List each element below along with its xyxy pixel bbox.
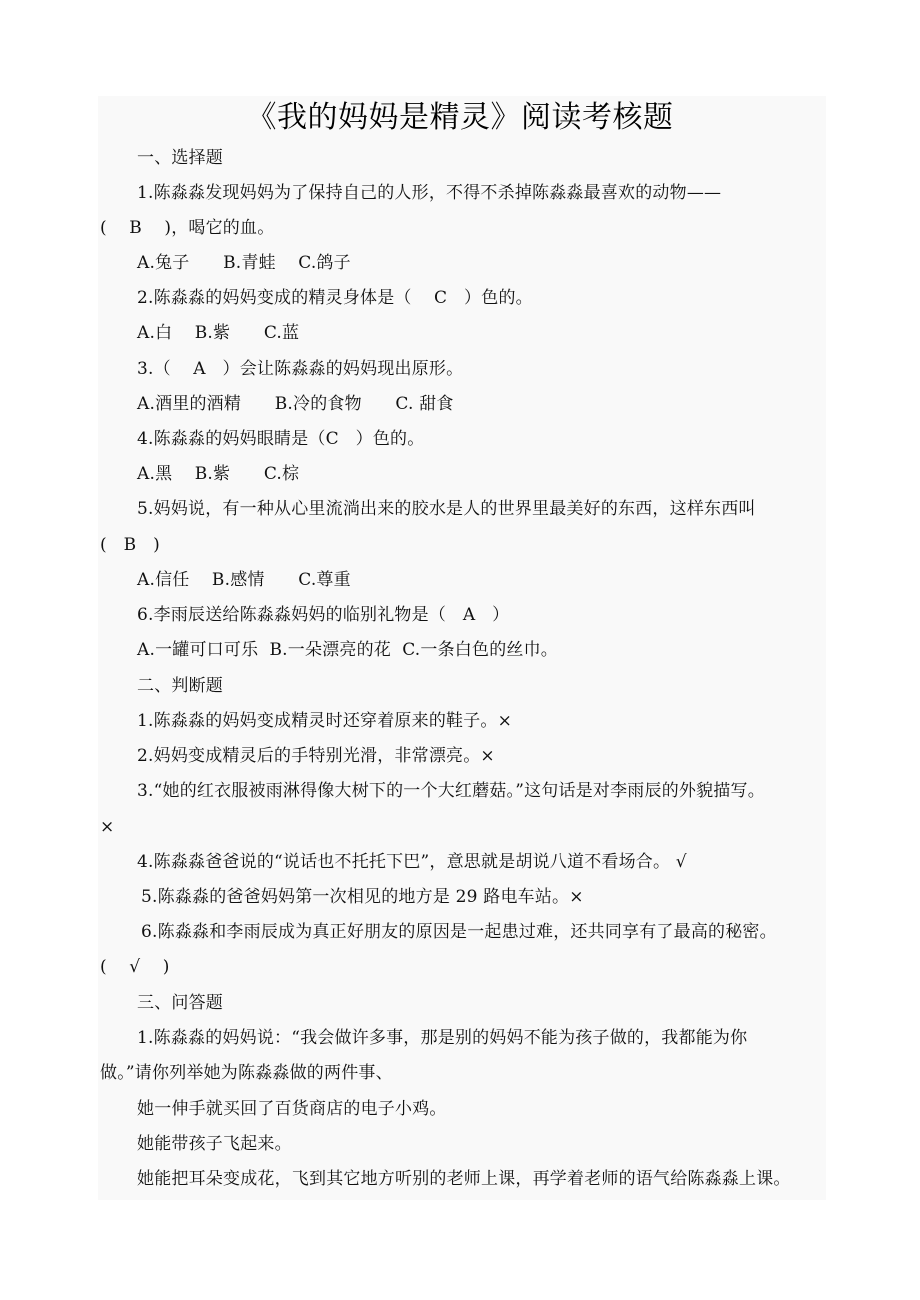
statement-line: 1.陈淼淼的妈妈变成精灵时还穿着原来的鞋子。× — [137, 711, 513, 731]
answer-line: 她能带孩子飞起来。 — [137, 1134, 292, 1154]
question-line: 5.妈妈说，有一种从心里流淌出来的胶水是人的世界里最美好的东西，这样东西叫 — [137, 499, 756, 519]
section-heading-choice: 一、选择题 — [137, 148, 223, 168]
statement-line: 4.陈淼淼爸爸说的“说话也不托托下巴”，意思就是胡说八道不看场合。 √ — [137, 852, 687, 872]
answer-line: 她能把耳朵变成花，飞到其它地方听别的老师上课，再学着老师的语气给陈淼淼上课。 — [137, 1169, 791, 1189]
question-line: ( B ) — [100, 535, 160, 555]
section-heading-qa: 三、问答题 — [137, 993, 223, 1013]
answer-options: A.酒里的酒精 B.冷的食物 C. 甜食 — [137, 394, 454, 414]
question-line: 1.陈淼淼发现妈妈为了保持自己的人形，不得不杀掉陈淼淼最喜欢的动物—— — [137, 183, 722, 203]
answer-options: A.兔子 B.青蛙 C.鸽子 — [137, 253, 351, 273]
answer-options: A.信任 B.感情 C.尊重 — [137, 570, 351, 590]
section-heading-judge: 二、判断题 — [137, 676, 223, 696]
statement-line: ( √ ) — [100, 957, 170, 977]
question-line: ( B )，喝它的血。 — [100, 218, 275, 238]
statement-line: 6.陈淼淼和李雨辰成为真正好朋友的原因是一起患过难，还共同享有了最高的秘密。 — [141, 922, 777, 942]
page-title: 《我的妈妈是精灵》阅读考核题 — [246, 100, 674, 135]
question-line: 3.（ A ）会让陈淼淼的妈妈现出原形。 — [137, 359, 464, 379]
answer-options: A.一罐可口可乐 B.一朵漂亮的花 C.一条白色的丝巾。 — [137, 640, 558, 660]
question-line: 做。”请你列举她为陈淼淼做的两件事、 — [100, 1063, 393, 1083]
answer-line: 她一伸手就买回了百货商店的电子小鸡。 — [137, 1099, 447, 1119]
answer-options: A.黑 B.紫 C.棕 — [137, 464, 300, 484]
question-line: 4.陈淼淼的妈妈眼睛是（C ）色的。 — [137, 429, 425, 449]
statement-line: 5.陈淼淼的爸爸妈妈第一次相见的地方是 29 路电车站。× — [141, 887, 584, 907]
question-line: 6.李雨辰送给陈淼淼妈妈的临别礼物是（ A ） — [137, 605, 510, 625]
statement-line: 2.妈妈变成精灵后的手特别光滑，非常漂亮。× — [137, 746, 495, 766]
question-line: 2.陈淼淼的妈妈变成的精灵身体是（ C ）色的。 — [137, 288, 533, 308]
answer-options: A.白 B.紫 C.蓝 — [137, 323, 300, 343]
statement-line: × — [100, 817, 115, 837]
question-line: 1.陈淼淼的妈妈说：“我会做许多事，那是别的妈妈不能为孩子做的，我都能为你 — [137, 1028, 748, 1048]
statement-line: 3.“她的红衣服被雨淋得像大树下的一个大红蘑菇。”这句话是对李雨辰的外貌描写。 — [137, 781, 765, 801]
